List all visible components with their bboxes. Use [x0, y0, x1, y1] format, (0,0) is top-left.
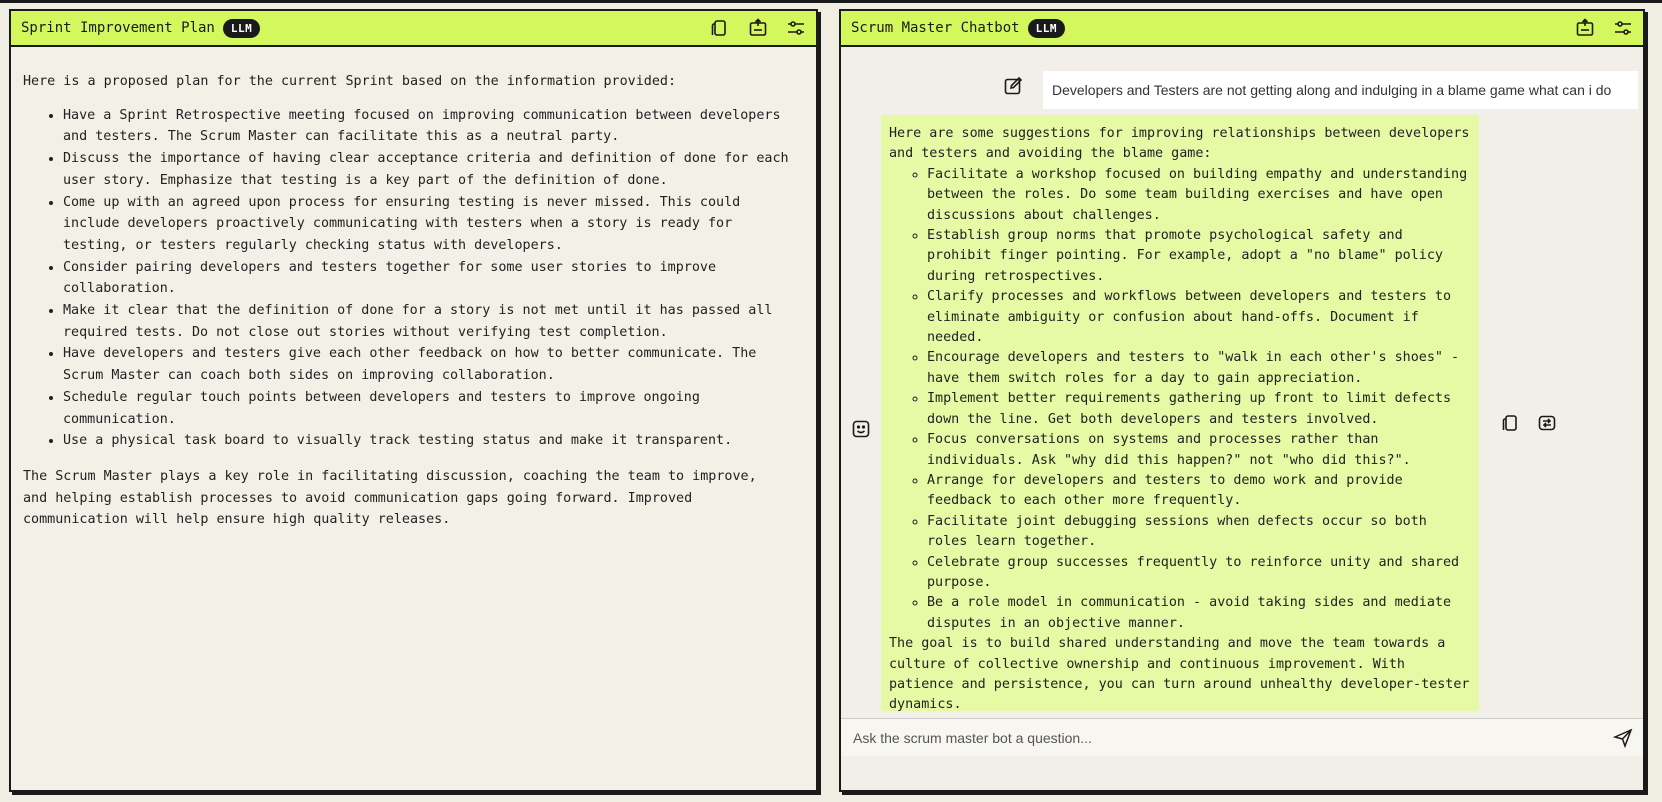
panel-header: [841, 11, 1643, 47]
header-actions: [1575, 18, 1633, 38]
plan-outro-line: communication will help ensure high quality releases.: [23, 512, 451, 528]
plan-item: • Have a Sprint Retrospective meeting focused on improving communication between developers and testers. The Scrum Master can facilitate this as a neutral party.: [63, 105, 804, 148]
llm-badge: LLM: [223, 19, 260, 38]
plan-item: • Use a physical task board to visually track testing status and make it transparent.: [63, 430, 804, 452]
bot-suggestion: ◦ Focus conversations on systems and processes rather than individuals. Ask "why did this happen?" not "who did this?".: [927, 430, 1471, 471]
plan-content: [11, 47, 816, 531]
edit-icon[interactable]: [1003, 76, 1023, 96]
chat-input[interactable]: [851, 729, 1605, 747]
regenerate-icon[interactable]: [1537, 413, 1557, 433]
send-icon[interactable]: [1613, 728, 1633, 748]
settings-sliders-icon[interactable]: [786, 18, 806, 38]
bot-intro: Here are some suggestions for improving relationships between developers and testers and avoiding the blame game:: [889, 126, 1470, 162]
plan-item: • Have developers and testers give each other feedback on how to better communicate. The Scrum Master can coach both sides on improving collaboration.: [63, 343, 804, 386]
user-message: Developers and Testers are not getting along and indulging in a blame game what can i do: [1043, 71, 1638, 109]
panel-header: [11, 11, 816, 47]
bot-suggestion: ◦ Be a role model in communication - avoid taking sides and mediate disputes in an objective manner.: [927, 593, 1471, 634]
bot-suggestion: ◦ Encourage developers and testers to "walk in each other's shoes" - have them switch roles for a day to gain appreciation.: [927, 348, 1471, 389]
bot-suggestion: ◦ Clarify processes and workflows between developers and testers to eliminate ambiguity or confusion about hand-offs. Document if needed.: [927, 287, 1471, 348]
scrum-master-chatbot-panel: [839, 9, 1645, 792]
settings-sliders-icon[interactable]: [1613, 18, 1633, 38]
bot-suggestion: ◦ Celebrate group successes frequently to reinforce unity and shared purpose.: [927, 553, 1471, 594]
bot-message-actions: [1501, 413, 1557, 433]
llm-badge: LLM: [1028, 19, 1065, 38]
bot-face-icon: [851, 419, 871, 439]
panel-title: Scrum Master Chatbot: [851, 20, 1020, 36]
bot-message: [881, 115, 1479, 711]
chat-area[interactable]: [841, 47, 1643, 756]
plan-outro-line: The Scrum Master plays a key role in facilitating discussion, coaching the team to improve,: [23, 468, 757, 484]
panel-title: Sprint Improvement Plan: [21, 20, 215, 36]
plan-item: • Make it clear that the definition of done for a story is not met until it has passed all required tests. Do not close out stories without verifying test completion.: [63, 300, 804, 343]
plan-intro: Here is a proposed plan for the current Sprint based on the information provided:: [23, 74, 677, 89]
bot-suggestion: ◦ Facilitate joint debugging sessions when defects occur so both roles learn together.: [927, 512, 1471, 553]
bot-suggestion: ◦ Facilitate a workshop focused on building empathy and understanding between the roles. Do some team building exercises and have open discussions about challenges.: [927, 165, 1471, 226]
bot-suggestion-list: [889, 165, 1471, 634]
top-border: [0, 0, 1662, 3]
sprint-improvement-panel: [9, 9, 818, 792]
bot-outro: The goal is to build shared understanding and move the team towards a culture of collective ownership and continuous improvement. With patience and persistence, you can turn around unhealthy developer-tester dynamics.: [889, 636, 1470, 713]
plan-item: • Schedule regular touch points between developers and testers to improve ongoing communication.: [63, 387, 804, 430]
copy-icon[interactable]: [1501, 413, 1521, 433]
bot-suggestion: ◦ Arrange for developers and testers to demo work and provide feedback to each other more frequently.: [927, 471, 1471, 512]
plan-outro-line: and helping establish processes to avoid communication gaps going forward. Improved: [23, 490, 693, 506]
bot-suggestion: ◦ Establish group norms that promote psychological safety and prohibit finger pointing. For example, adopt a "no blame" policy during retrospectives.: [927, 226, 1471, 287]
plan-outro: [23, 466, 804, 531]
export-icon[interactable]: [748, 18, 768, 38]
copy-icon[interactable]: [710, 18, 730, 38]
chat-input-bar: [841, 718, 1643, 756]
header-actions: [710, 18, 806, 38]
plan-item: • Consider pairing developers and testers together for some user stories to improve collaboration.: [63, 257, 804, 300]
plan-item: • Come up with an agreed upon process for ensuring testing is never missed. This could include developers proactively communicating with testers when a story is ready for testing, or testers regularly checking status with developers.: [63, 192, 804, 257]
user-message-row: [841, 67, 1643, 107]
plan-list: [23, 105, 804, 452]
plan-item: • Discuss the importance of having clear acceptance criteria and definition of done for each user story. Emphasize that testing is a key part of the definition of done.: [63, 148, 804, 191]
export-icon[interactable]: [1575, 18, 1595, 38]
bot-suggestion: ◦ Implement better requirements gathering up front to limit defects down the line. Get both developers and testers involved.: [927, 389, 1471, 430]
